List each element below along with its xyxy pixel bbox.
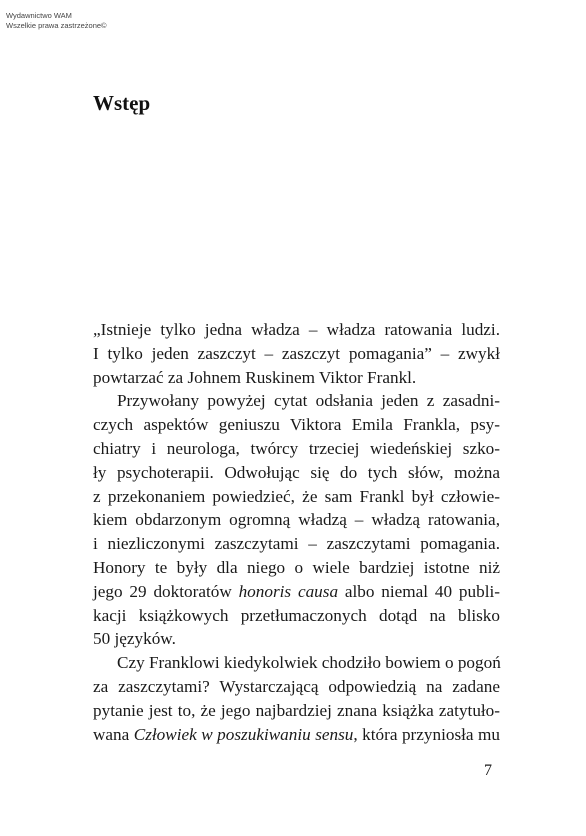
italic-phrase: honoris causa — [238, 581, 339, 601]
text-line: z przekonaniem powiedzieć, że sam Frankl był człowie- — [93, 486, 500, 506]
text-line-italic: jego 29 doktoratów honoris causa albo niemal 40 publi- — [93, 581, 500, 601]
page-number: 7 — [484, 762, 492, 779]
text-line: „Istnieje tylko jedna władza – władza ratowania ludzi. — [93, 320, 500, 339]
text-line: Honory te były dla niego o wiele bardziej istotne niż — [93, 557, 500, 577]
rights-notice: Wszelkie prawa zastrzeżone© — [6, 20, 107, 30]
italic-phrase: Człowiek w poszukiwaniu sensu — [133, 724, 354, 744]
text-line: Przywołany powyżej cytat odsłania jeden z zasadni- — [117, 391, 500, 411]
text-line: powtarzać za Johnem Ruskinem Viktor Frankl. — [93, 367, 417, 387]
text-line: i niezliczonymi zaszczytami – zaszczytami pomagania. — [93, 534, 500, 554]
chapter-title: Wstęp — [93, 91, 151, 115]
publisher-header — [6, 11, 107, 30]
text-line: za zaszczytami? Wystarczającą odpowiedzią na zadane — [93, 676, 500, 696]
text-line: czych aspektów geniuszu Viktora Emila Frankla, psy- — [93, 415, 500, 435]
text-line-italic: wana Człowiek w poszukiwaniu sensu, która przyniosła mu — [93, 724, 500, 744]
text-line: kacji książkowych przetłumaczonych dotąd na blisko — [93, 605, 500, 625]
text-line: Czy Franklowi kiedykolwiek chodziło bowiem o pogoń — [117, 653, 501, 673]
text-line: chiatry i neurologa, twórcy trzeciej wiedeńskiej szko- — [93, 438, 500, 458]
text-line: kiem obdarzonym ogromną władzą – władzą ratowania, — [93, 510, 500, 530]
text-line: ły psychoterapii. Odwołując się do tych słów, można — [93, 462, 500, 482]
body-text — [93, 318, 500, 746]
publisher-name: Wydawnictwo WAM — [6, 11, 72, 20]
text-line: pytanie jest to, że jego najbardziej znana książka zatytuło- — [93, 700, 500, 720]
text-line: I tylko jeden zaszczyt – zaszczyt pomagania” – zwykł — [93, 343, 500, 363]
text-line: 50 języków. — [93, 629, 176, 649]
